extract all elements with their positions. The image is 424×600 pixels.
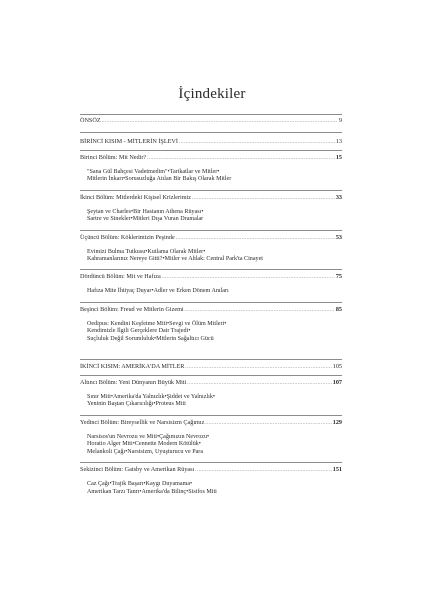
dot-leader [162,273,335,282]
toc-entry-page: 107 [332,379,342,387]
dot-leader [179,138,335,147]
topic-line: Kahramanlarınız Nereye Gitti?•Mitler ve Ahlak: Central Park'ta Cinayet [87,256,263,263]
toc-entry-title: İkinci Bölüm: Mitlerdeki Kişisel Krizlerimiz [80,193,192,201]
toc-entry-chapter-6[interactable] [80,379,342,388]
toc-entry-title: ÖNSÖZ [80,117,101,124]
chapter-topics [80,209,342,224]
dot-leader [185,363,331,372]
topic-line: Melankoli Çağı•Narsisizm, Uyuşturucu ve Para [87,448,204,455]
topic-line: Amerikan Tarzı Tanrı•Amerika'da Bilinç•Sisifos Miti [87,488,217,495]
page-title: İçindekiler [178,86,246,102]
toc-entry-title: Üçüncü Bölüm: Köklerimizin Peşinde [80,233,175,241]
topic-line: Narsisos'un Nevrozu ve Miti•Çağımızın Nevrozu• [87,433,210,440]
dot-leader [102,117,338,126]
topic-line: Oedipus: Kendini Keşfetme Miti•Sevgi ve Ölüm Mitleri• [87,320,227,327]
dot-leader [185,306,335,315]
toc-entry-preface[interactable] [80,117,342,126]
chapter-topics [80,249,342,264]
chapter-topics [80,481,342,496]
chapter-topics [80,169,342,184]
toc-entry-chapter-2[interactable] [80,194,342,203]
toc-entry-page: 75 [335,273,342,281]
divider [80,359,342,360]
toc-entry-page: 33 [335,193,342,201]
toc-entry-page: 13 [335,138,342,145]
divider [80,132,342,133]
dot-leader [195,466,331,475]
divider [80,269,342,270]
divider [80,190,342,191]
toc-entry-page: 105 [332,363,342,371]
topic-line: Suçluluk Değil Sorumluluk•Mitlerin Sağaltıcı Gücü [87,335,214,342]
dot-leader [205,419,331,428]
topic-line: Sınır Miti•Amerika'da Yalnızlık•Şiddet ve Yalnızlık• [87,394,216,401]
chapter-topics [80,321,342,343]
toc-entry-chapter-5[interactable] [80,306,342,315]
toc-entry-chapter-8[interactable] [80,466,342,475]
toc-entry-chapter-1[interactable] [80,154,342,163]
chapter-topics [80,434,342,456]
chapter-topics [80,394,342,409]
toc-entry-page: 85 [335,305,342,313]
dot-leader [147,154,335,163]
toc-entry-page: 53 [335,233,342,241]
topic-line: Hafıza Mite İhtiyaç Duyar•Adler ve Erken Dönem Anıları [87,288,229,295]
divider [80,150,342,151]
topic-line: Caz Çağı•Trajik Başarı•Kaygı Duyamama• [87,481,193,488]
toc-entry-chapter-7[interactable] [80,419,342,428]
toc-entry-title: Sekizinci Bölüm: Gatsby ve Amerikan Rüyası [80,466,195,474]
divider [80,415,342,416]
topic-line: Horatio Alger Miti•Cennette Modern Kötülük• [87,441,201,448]
toc-entry-page: 9 [338,117,342,124]
toc-entry-page: 129 [332,418,342,426]
toc-entry-page: 15 [335,154,342,161]
chapter-topics [80,288,342,295]
toc-entry-title: Birinci Bölüm: Mit Nedir? [80,154,147,161]
topic-line: Sartre ve Sinekler•Mitleri Dışa Vuran Dramalar [87,216,204,223]
topic-line: Kendimizle İlgili Gerçeklere Dair Trajedi• [87,328,191,335]
topic-line: "Sana Gül Bahçesi Vadetmedim"•Tarikatlar ve Mitler• [87,169,220,175]
table-of-contents [80,114,342,496]
dot-leader [192,194,335,203]
divider [80,114,342,115]
toc-entry-part-one[interactable] [80,138,342,147]
toc-entry-chapter-4[interactable] [80,273,342,282]
toc-entry-page: 151 [332,466,342,474]
topic-line: Yeninin Baştan Çıkarıcılığı•Proteus Miti [87,401,186,408]
toc-entry-part-two[interactable] [80,363,342,372]
toc-entry-title: BİRİNCİ KISIM - MİTLERİN İŞLEVİ [80,138,178,145]
dot-leader [187,379,331,388]
topic-line: Şeytan ve Charles•Bir Hastanın Athena Rüyası• [87,208,204,215]
topic-line: Evimizi Bulma Tutkusu•Kutlama Olarak Mitler• [87,248,206,255]
toc-entry-title: Yedinci Bölüm: Bireysellik ve Narsisizm Çağımız [80,418,205,426]
divider [80,462,342,463]
divider [80,230,342,231]
toc-entry-title: Altıncı Bölüm: Yeni Dünyanın Büyük Miti [80,379,187,387]
toc-entry-chapter-3[interactable] [80,234,342,243]
divider [80,302,342,303]
topic-line: Mitlerin İnkarı•Sorusuzluğa Atılan Bir Bakış Olarak Mitler [87,176,232,183]
divider [80,375,342,376]
toc-entry-title: İKİNCİ KISIM: AMERİKA'DA MİTLER [80,363,185,371]
toc-entry-title: Beşinci Bölüm: Freud ve Mitlerin Gizemi [80,305,184,313]
toc-entry-title: Dördüncü Bölüm: Mit ve Hafıza [80,273,161,281]
dot-leader [176,234,335,243]
